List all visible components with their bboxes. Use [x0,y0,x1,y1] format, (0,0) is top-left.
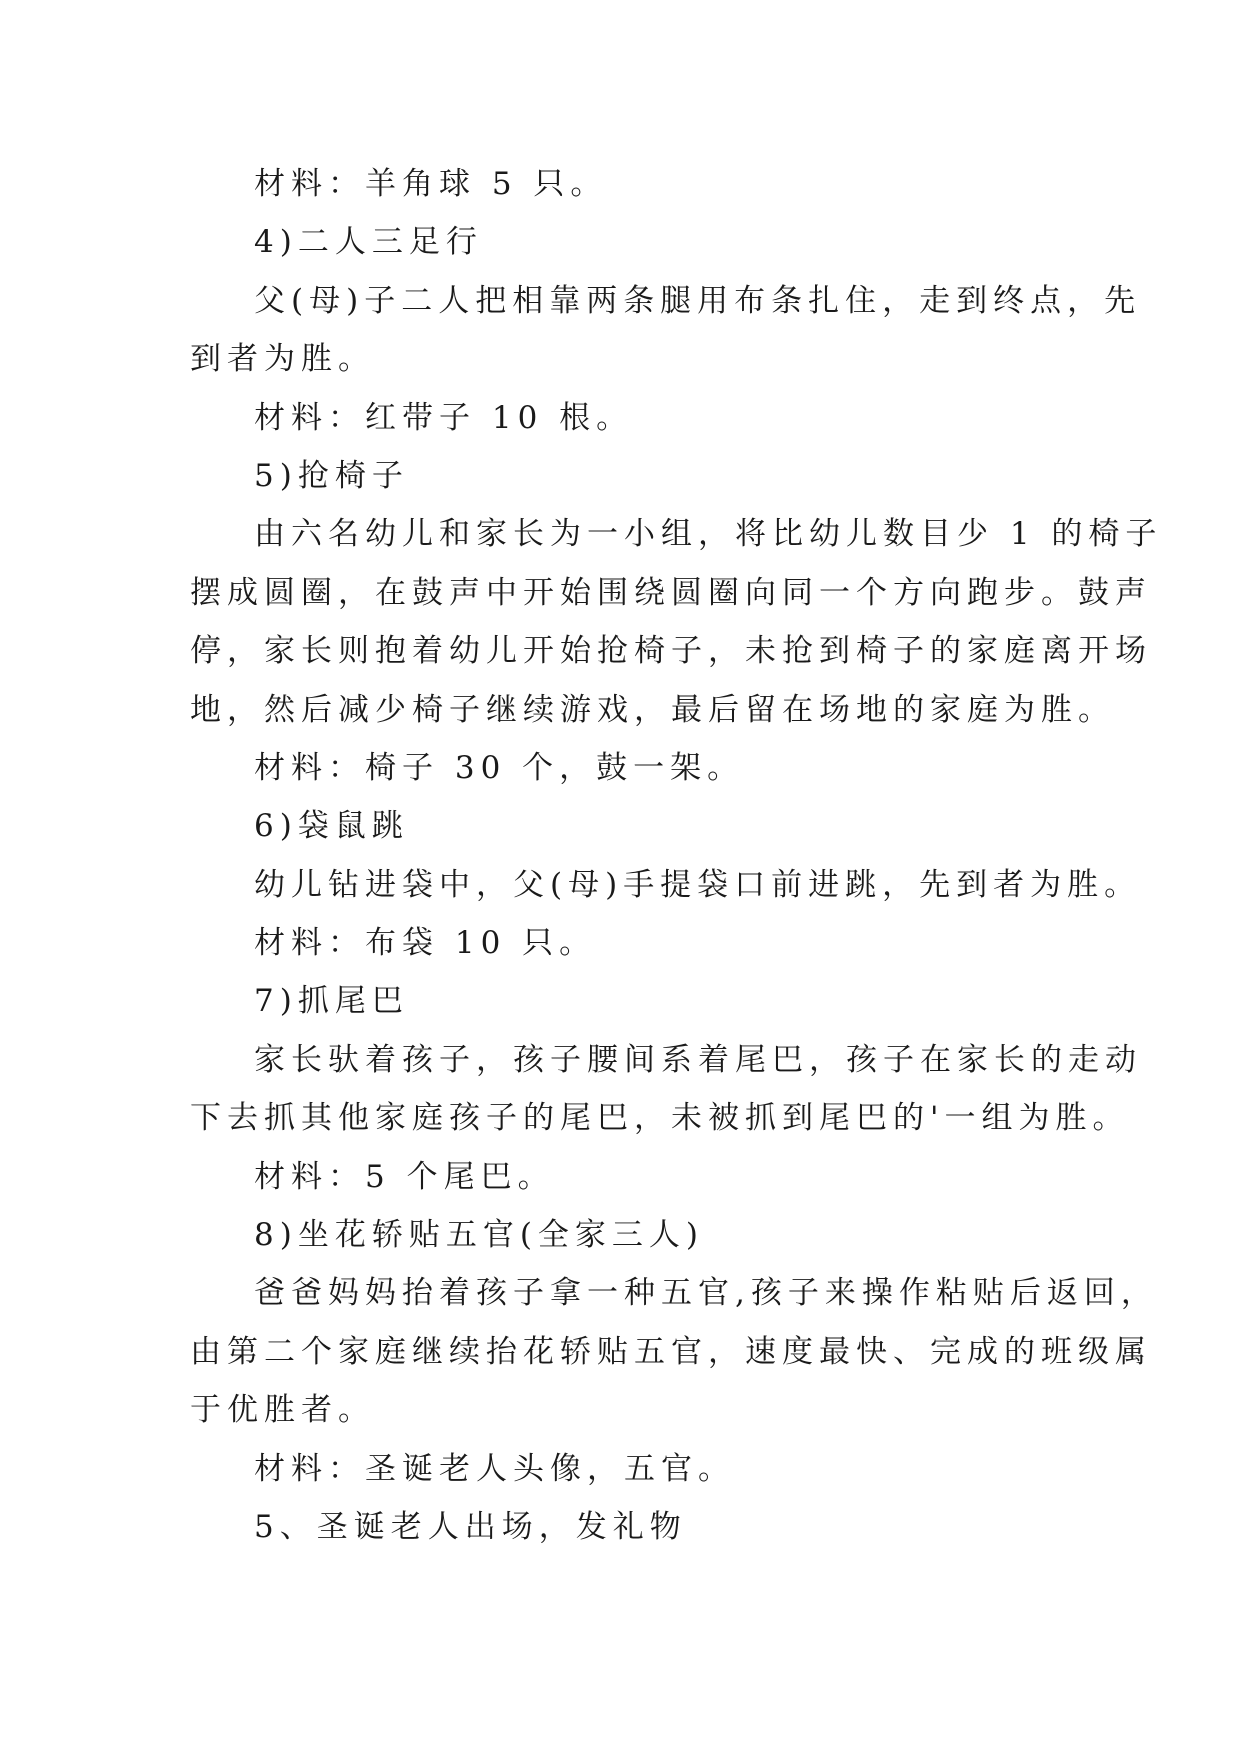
section-heading: 7)抓尾巴 [254,983,409,1020]
text-line: 材料：布袋 10 只。 [254,925,597,962]
text-line: 材料：5 个尾巴。 [254,1158,555,1195]
document-body [190,155,1163,1556]
text-line: 幼儿钻进袋中，父(母)手提袋口前进跳，先到者为胜。 [254,866,1142,903]
text-line: 爸爸妈妈抬着孩子拿一种五官,孩子来操作粘贴后返回， [254,1275,1158,1312]
text-line: 材料：红带子 10 根。 [254,399,634,436]
text-line: 由第二个家庭继续抬花轿贴五官，速度最快、完成的班级属 [190,1333,1152,1370]
section-heading: 5)抢椅子 [254,457,409,494]
text-line: 于优胜者。 [190,1392,375,1429]
text-line: 由六名幼儿和家长为一小组，将比幼儿数目少 1 的椅子 [254,516,1163,553]
section-heading: 8)坐花轿贴五官(全家三人) [254,1217,705,1254]
text-line: 材料：圣诞老人头像，五官。 [254,1450,735,1487]
section-heading: 4)二人三足行 [254,224,483,261]
text-line: 材料：椅子 30 个，鼓一架。 [254,749,745,786]
section-heading: 6)袋鼠跳 [254,808,409,845]
text-line: 停，家长则抱着幼儿开始抢椅子，未抢到椅子的家庭离开场 [190,633,1152,670]
text-line: 下去抓其他家庭孩子的尾巴，未被抓到尾巴的'一组为胜。 [190,1100,1130,1137]
text-line: 地，然后减少椅子继续游戏，最后留在场地的家庭为胜。 [190,691,1115,728]
text-line: 到者为胜。 [190,341,375,378]
text-line: 家长驮着孩子，孩子腰间系着尾巴，孩子在家长的走动 [254,1041,1142,1078]
text-line: 摆成圆圈，在鼓声中开始围绕圆圈向同一个方向跑步。鼓声 [190,574,1152,611]
section-heading: 5、圣诞老人出场，发礼物 [254,1508,687,1545]
text-line: 材料：羊角球 5 只。 [254,166,608,202]
text-line: 父(母)子二人把相靠两条腿用布条扎住，走到终点，先 [254,282,1142,319]
